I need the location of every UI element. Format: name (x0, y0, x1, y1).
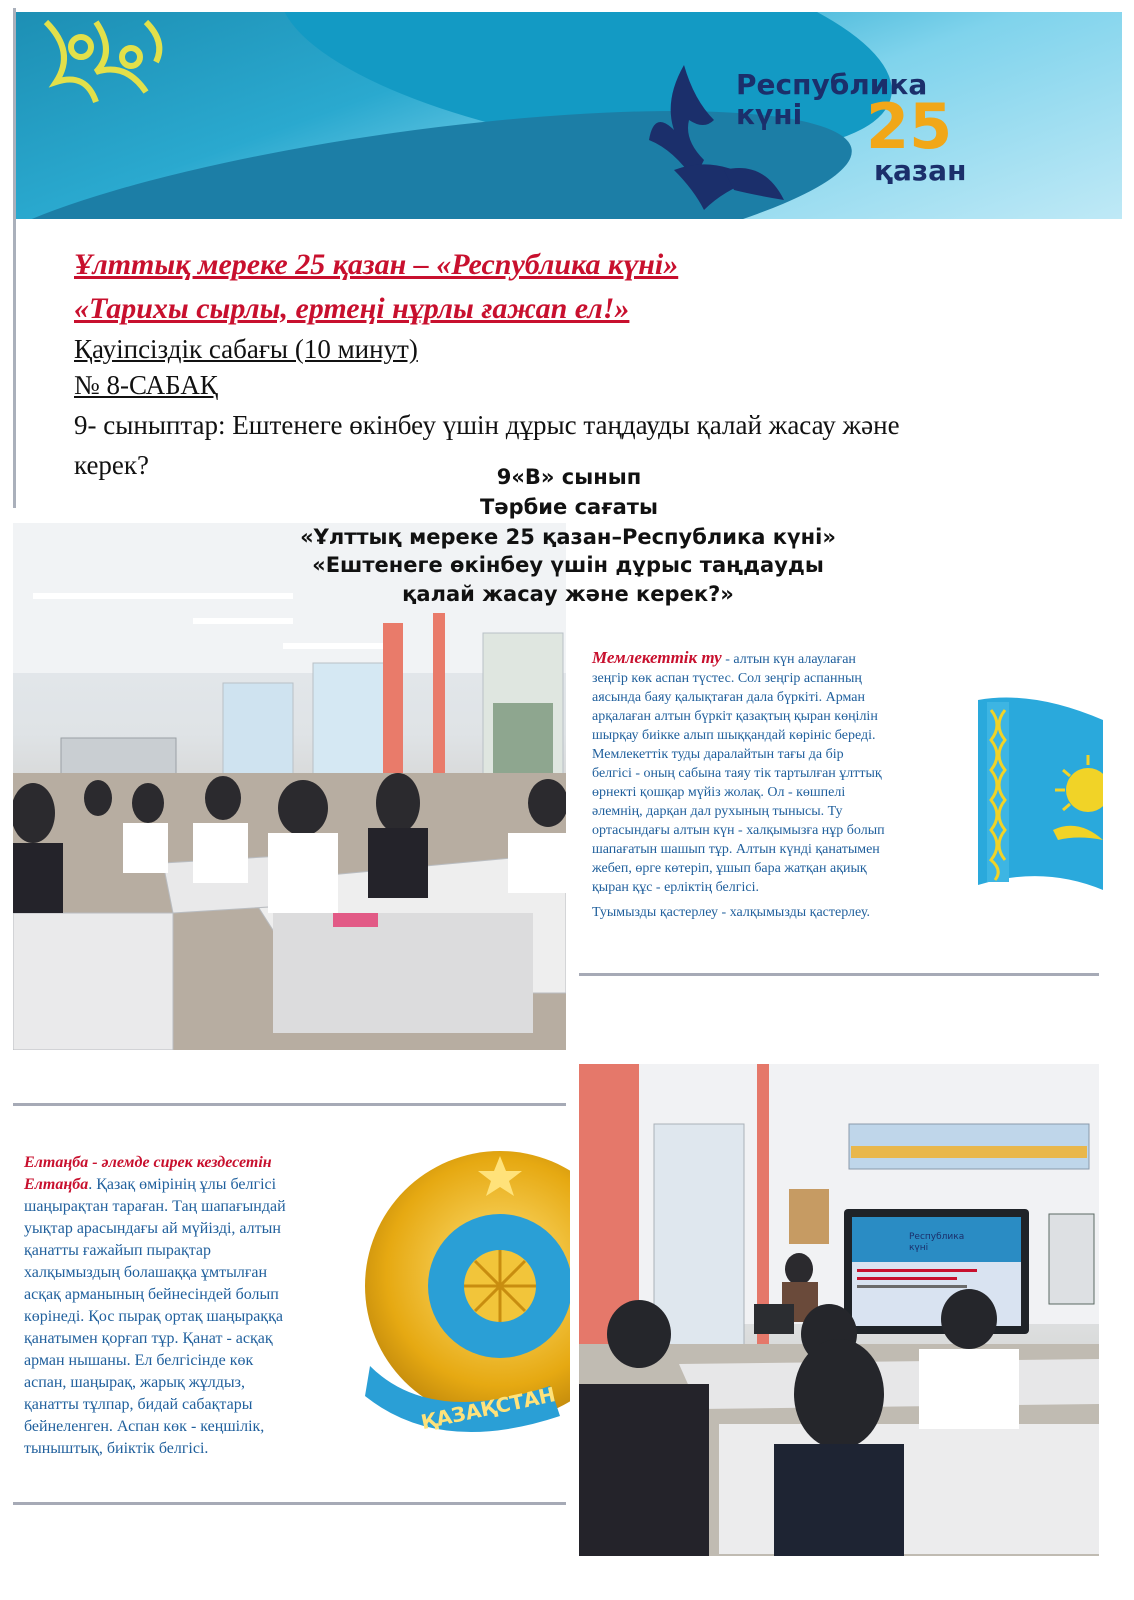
flag-description: Мемлекеттік ту - алтын күн алаулаған зеңгір көк аспан түстес. Сол зеңгір аспанның аясында баяу қалықтаған дала бүркіті. Арман арқалаған алтын бүркіт қазақтың қыран көңілін шырқау биікке алып шыққандай көрініс береді. Мемлекеттік туды даралайтын тағы да бір белгісі - оның сабына таяу тік тартылған ұлттық өрнекті қошқар мүйіз жолақ. Ол - көшпелі әлемнің, дарқан дал рухының тынысы. Ту ортасындағы алтын күн - халқымызға нұр болып шапағатын шашып тұр. Алтын күнді қанатымен жебеп, өрге көтеріп, ұшып бара жатқан ақиық қыран құс - ерліктің белгісі. Туымызды қастерлеу - халқымызды қастерлеу. (592, 648, 885, 920)
event-type: Тәрбие сағаты (480, 495, 658, 519)
safety-lesson-line: Қауіпсіздік сабағы (10 минут) (74, 334, 418, 364)
screen-title-1: Республика (909, 1232, 965, 1242)
header-banner (16, 12, 1122, 219)
divider-3 (13, 1502, 566, 1505)
grade-topic-line-2: керек? (74, 450, 150, 480)
event-title: «Ұлттық мереке 25 қазан–Республика күні» (300, 525, 836, 549)
state-emblem-icon (360, 1136, 570, 1446)
emblem-description: Елтаңба - әлемде сирек кездесетін Елтаңба. Қазақ өмірінің ұлы белгісі шаңырақтан тараған. Таң шапағындай уықтар арасындағы ай мүйізді, алтын қанатты ғажайып пырақтар халқымыздың болашаққа ұмтылған асқақ арманының бейнесіндей болып көрінеді. Қос пырақ ортақ шаңыраққа қанатымен қорғап тұр. Қанат - асқақ арман нышаны. Ел белгісінде көк аспан, шаңырақ, жарық жұлдыз, қанатты тұлпар, бидай сабақтары бейнеленген. Аспан көк - кеңшілік, тыныштық, биіктік белгісі. (24, 1152, 354, 1460)
flag-icon (973, 690, 1103, 900)
ornament-icon (36, 12, 186, 122)
banner-title: Республика күні (736, 68, 928, 131)
class-label: 9«В» сынып (496, 465, 642, 489)
screen-title-2: күні (909, 1243, 929, 1253)
emblem-text: ҚАЗАҚСТАН (418, 1382, 558, 1435)
left-border-line (13, 8, 16, 508)
banner-month: қазан (874, 154, 967, 187)
divider-1 (579, 973, 1099, 976)
classroom-photo-2 (579, 1064, 1099, 1556)
flag-lead: Мемлекеттік ту (592, 648, 722, 667)
banner-date-number: 25 (866, 90, 953, 163)
lesson-number: № 8-САБАҚ (74, 370, 218, 400)
event-subtitle-1: «Ештенеге өкінбеу үшін дұрыс таңдауды (312, 553, 824, 577)
grade-topic-line: 9- сыныптар: Ештенеге өкінбеу үшін дұрыс таңдауды қалай жасау және (74, 410, 900, 440)
event-subtitle-2: қалай жасау және керек?» (402, 582, 734, 606)
red-title-2: «Тарихы сырлы, ертеңі нұрлы ғажап ел!» (74, 292, 630, 325)
emblem-lead: Елтаңба - әлемде сирек кездесетін (24, 1154, 272, 1171)
red-title-1: Ұлттық мереке 25 қазан – «Республика күні» (74, 248, 679, 281)
divider-2 (13, 1103, 566, 1106)
